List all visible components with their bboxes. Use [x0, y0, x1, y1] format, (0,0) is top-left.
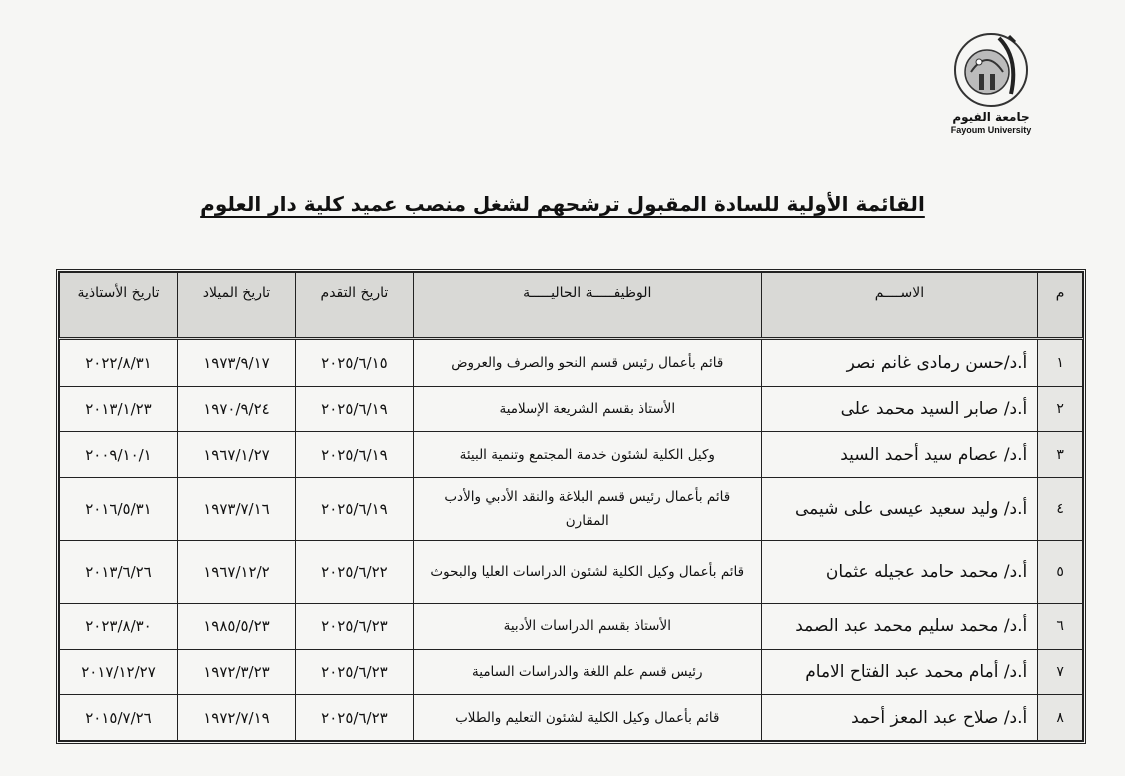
table-row [60, 339, 1083, 387]
col-header-name: الاســــم [761, 273, 1038, 339]
current-job: قائم بأعمال رئيس قسم النحو والصرف والعروض [413, 339, 761, 387]
professorship-date: ٢٠١٥/٧/٢٦ [60, 695, 178, 741]
candidates-table [59, 272, 1083, 741]
applied-date: ٢٠٢٥/٦/١٩ [295, 432, 413, 478]
applied-date: ٢٠٢٥/٦/١٩ [295, 477, 413, 540]
table-row [60, 603, 1083, 649]
col-header-applied: تاريخ التقدم [295, 273, 413, 339]
candidate-name: أ.د/ محمد سليم محمد عبد الصمد [761, 603, 1038, 649]
row-number: ٥ [1038, 540, 1083, 603]
birth-date: ١٩٧٣/٩/١٧ [178, 339, 296, 387]
candidate-name: أ.د/حسن رمادى غانم نصر [761, 339, 1038, 387]
birth-date: ١٩٧٢/٧/١٩ [178, 695, 296, 741]
col-header-number: م [1038, 273, 1083, 339]
row-number: ٦ [1038, 603, 1083, 649]
row-number: ٢ [1038, 386, 1083, 432]
professorship-date: ٢٠٢٣/٨/٣٠ [60, 603, 178, 649]
logo-arabic-text: جامعة الفيوم [952, 110, 1030, 124]
professorship-date: ٢٠١٧/١٢/٢٧ [60, 649, 178, 695]
professorship-date: ٢٠٠٩/١٠/١ [60, 432, 178, 478]
current-job: قائم بأعمال رئيس قسم البلاغة والنقد الأدبي والأدب المقارن [413, 477, 761, 540]
candidate-name: أ.د/ صابر السيد محمد على [761, 386, 1038, 432]
table-row [60, 649, 1083, 695]
col-header-job: الوظيفـــــة الحاليـــــة [413, 273, 761, 339]
birth-date: ١٩٦٧/١/٢٧ [178, 432, 296, 478]
professorship-date: ٢٠١٦/٥/٣١ [60, 477, 178, 540]
candidate-name: أ.د/ صلاح عبد المعز أحمد [761, 695, 1038, 741]
birth-date: ١٩٦٧/١٢/٢ [178, 540, 296, 603]
applied-date: ٢٠٢٥/٦/٢٣ [295, 603, 413, 649]
table-row [60, 540, 1083, 603]
table-row [60, 477, 1083, 540]
current-job: قائم بأعمال وكيل الكلية لشئون التعليم والطلاب [413, 695, 761, 741]
current-job: قائم بأعمال وكيل الكلية لشئون الدراسات العليا والبحوث [413, 540, 761, 603]
row-number: ٤ [1038, 477, 1083, 540]
applied-date: ٢٠٢٥/٦/١٩ [295, 386, 413, 432]
current-job: رئيس قسم علم اللغة والدراسات السامية [413, 649, 761, 695]
university-logo [936, 28, 1046, 146]
birth-date: ١٩٨٥/٥/٢٣ [178, 603, 296, 649]
applied-date: ٢٠٢٥/٦/٢٣ [295, 649, 413, 695]
row-number: ٣ [1038, 432, 1083, 478]
row-number: ٧ [1038, 649, 1083, 695]
logo-english-text: Fayoum University [950, 125, 1032, 135]
current-job: وكيل الكلية لشئون خدمة المجتمع وتنمية البيئة [413, 432, 761, 478]
row-number: ٨ [1038, 695, 1083, 741]
fayoum-emblem-icon [949, 28, 1033, 112]
candidate-name: أ.د/ أمام محمد عبد الفتاح الامام [761, 649, 1038, 695]
row-number: ١ [1038, 339, 1083, 387]
professorship-date: ٢٠٢٢/٨/٣١ [60, 339, 178, 387]
birth-date: ١٩٧٢/٣/٢٣ [178, 649, 296, 695]
candidate-name: أ.د/ عصام سيد أحمد السيد [761, 432, 1038, 478]
col-header-professorship: تاريخ الأستاذية [60, 273, 178, 339]
candidate-name: أ.د/ وليد سعيد عيسى على شيمى [761, 477, 1038, 540]
table-row [60, 695, 1083, 741]
col-header-birth: تاريخ الميلاد [178, 273, 296, 339]
professorship-date: ٢٠١٣/١/٢٣ [60, 386, 178, 432]
birth-date: ١٩٧٠/٩/٢٤ [178, 386, 296, 432]
birth-date: ١٩٧٣/٧/١٦ [178, 477, 296, 540]
candidates-table-frame [56, 269, 1086, 744]
applied-date: ٢٠٢٥/٦/٢٢ [295, 540, 413, 603]
page-title-wrap [0, 192, 1125, 216]
table-header-row [60, 273, 1083, 339]
current-job: الأستاذ بقسم الدراسات الأدبية [413, 603, 761, 649]
current-job: الأستاذ بقسم الشريعة الإسلامية [413, 386, 761, 432]
applied-date: ٢٠٢٥/٦/١٥ [295, 339, 413, 387]
table-row [60, 386, 1083, 432]
applied-date: ٢٠٢٥/٦/٢٣ [295, 695, 413, 741]
candidate-name: أ.د/ محمد حامد عجيله عثمان [761, 540, 1038, 603]
professorship-date: ٢٠١٣/٦/٢٦ [60, 540, 178, 603]
table-row [60, 432, 1083, 478]
page-title: القائمة الأولية للسادة المقبول ترشحهم لشغل منصب عميد كلية دار العلوم [200, 192, 925, 216]
